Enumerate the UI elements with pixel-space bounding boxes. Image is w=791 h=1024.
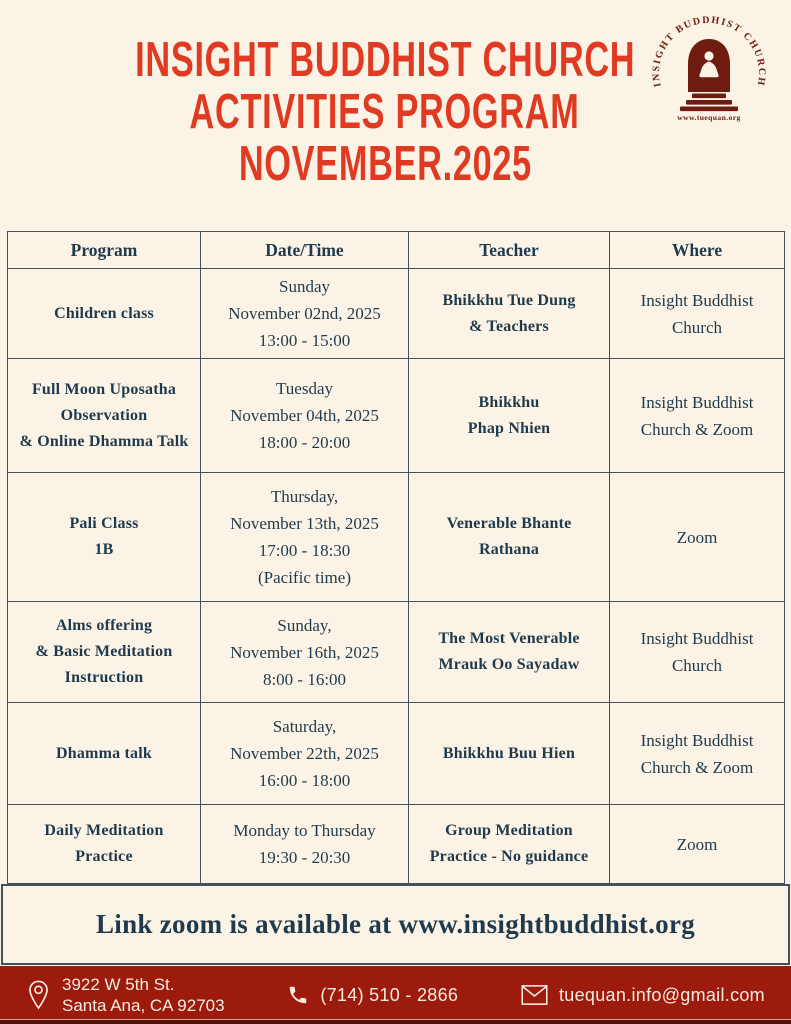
zoom-link-note [1, 884, 790, 965]
col-header-where: Where [610, 232, 785, 269]
phone-number: (714) 510 - 2866 [320, 984, 459, 1005]
col-header-datetime: Date/Time [201, 232, 409, 269]
cell-program: Pali Class 1B [8, 473, 201, 602]
cell-teacher: Bhikkhu Buu Hien [409, 703, 610, 805]
footer-email [521, 984, 765, 1006]
table-row [8, 703, 785, 805]
table-row [8, 269, 785, 359]
cell-teacher: The Most Venerable Mrauk Oo Sayadaw [409, 602, 610, 703]
activities-table [7, 231, 785, 884]
title-line-3 [0, 138, 770, 190]
title-text-2: ACTIVITIES PROGRAM [190, 85, 580, 139]
church-logo [649, 10, 769, 130]
buddha-arch-icon [680, 39, 738, 111]
phone-icon [287, 984, 309, 1006]
zoom-link-text: Link zoom is available at www.insightbuddhist.org [95, 909, 696, 939]
title-text-1: INSIGHT BUDDHIST CHURCH [134, 33, 636, 87]
cell-program: Full Moon Uposatha Observation & Online Dhamma Talk [8, 359, 201, 473]
cell-datetime: Sunday November 02nd, 2025 13:00 - 15:00 [201, 269, 409, 359]
cell-teacher: Group Meditation Practice - No guidance [409, 805, 610, 884]
col-header-teacher: Teacher [409, 232, 610, 269]
table-header-row [8, 232, 785, 269]
cell-where: Zoom [610, 473, 785, 602]
cell-where: Insight Buddhist Church [610, 269, 785, 359]
cell-datetime: Saturday, November 22th, 2025 16:00 - 18:00 [201, 703, 409, 805]
envelope-icon [521, 984, 548, 1006]
cell-program: Alms offering & Basic Meditation Instruction [8, 602, 201, 703]
email-address: tuequan.info@gmail.com [559, 984, 765, 1005]
logo-url: www.tuequan.org [677, 113, 741, 122]
cell-where: Zoom [610, 805, 785, 884]
address-line-2: Santa Ana, CA 92703 [62, 996, 225, 1015]
cell-program: Daily Meditation Practice [8, 805, 201, 884]
cell-where: Insight Buddhist Church & Zoom [610, 359, 785, 473]
table-row [8, 602, 785, 703]
table-row [8, 359, 785, 473]
cell-teacher: Bhikkhu Tue Dung & Teachers [409, 269, 610, 359]
cell-datetime: Sunday, November 16th, 2025 8:00 - 16:00 [201, 602, 409, 703]
footer-phone [287, 984, 458, 1006]
location-pin-icon [26, 979, 51, 1011]
cell-teacher: Bhikkhu Phap Nhien [409, 359, 610, 473]
title-text-3: NOVEMBER.2025 [238, 137, 532, 191]
cell-datetime: Monday to Thursday 19:30 - 20:30 [201, 805, 409, 884]
bottom-strip [0, 1019, 791, 1024]
cell-where: Insight Buddhist Church & Zoom [610, 703, 785, 805]
logo-arc-text: INSIGHT BUDDHIST CHURCH [650, 14, 768, 88]
cell-where: Insight Buddhist Church [610, 602, 785, 703]
footer [0, 966, 791, 1024]
col-header-program: Program [8, 232, 201, 269]
footer-address [26, 974, 225, 1016]
cell-teacher: Venerable Bhante Rathana [409, 473, 610, 602]
activities-table-body [8, 269, 785, 884]
table-row [8, 805, 785, 884]
cell-program: Dhamma talk [8, 703, 201, 805]
table-row [8, 473, 785, 602]
cell-program: Children class [8, 269, 201, 359]
address-line-1: 3922 W 5th St. [62, 975, 175, 994]
cell-datetime: Tuesday November 04th, 2025 18:00 - 20:00 [201, 359, 409, 473]
cell-datetime: Thursday, November 13th, 2025 17:00 - 18:30 (Pacific time) [201, 473, 409, 602]
